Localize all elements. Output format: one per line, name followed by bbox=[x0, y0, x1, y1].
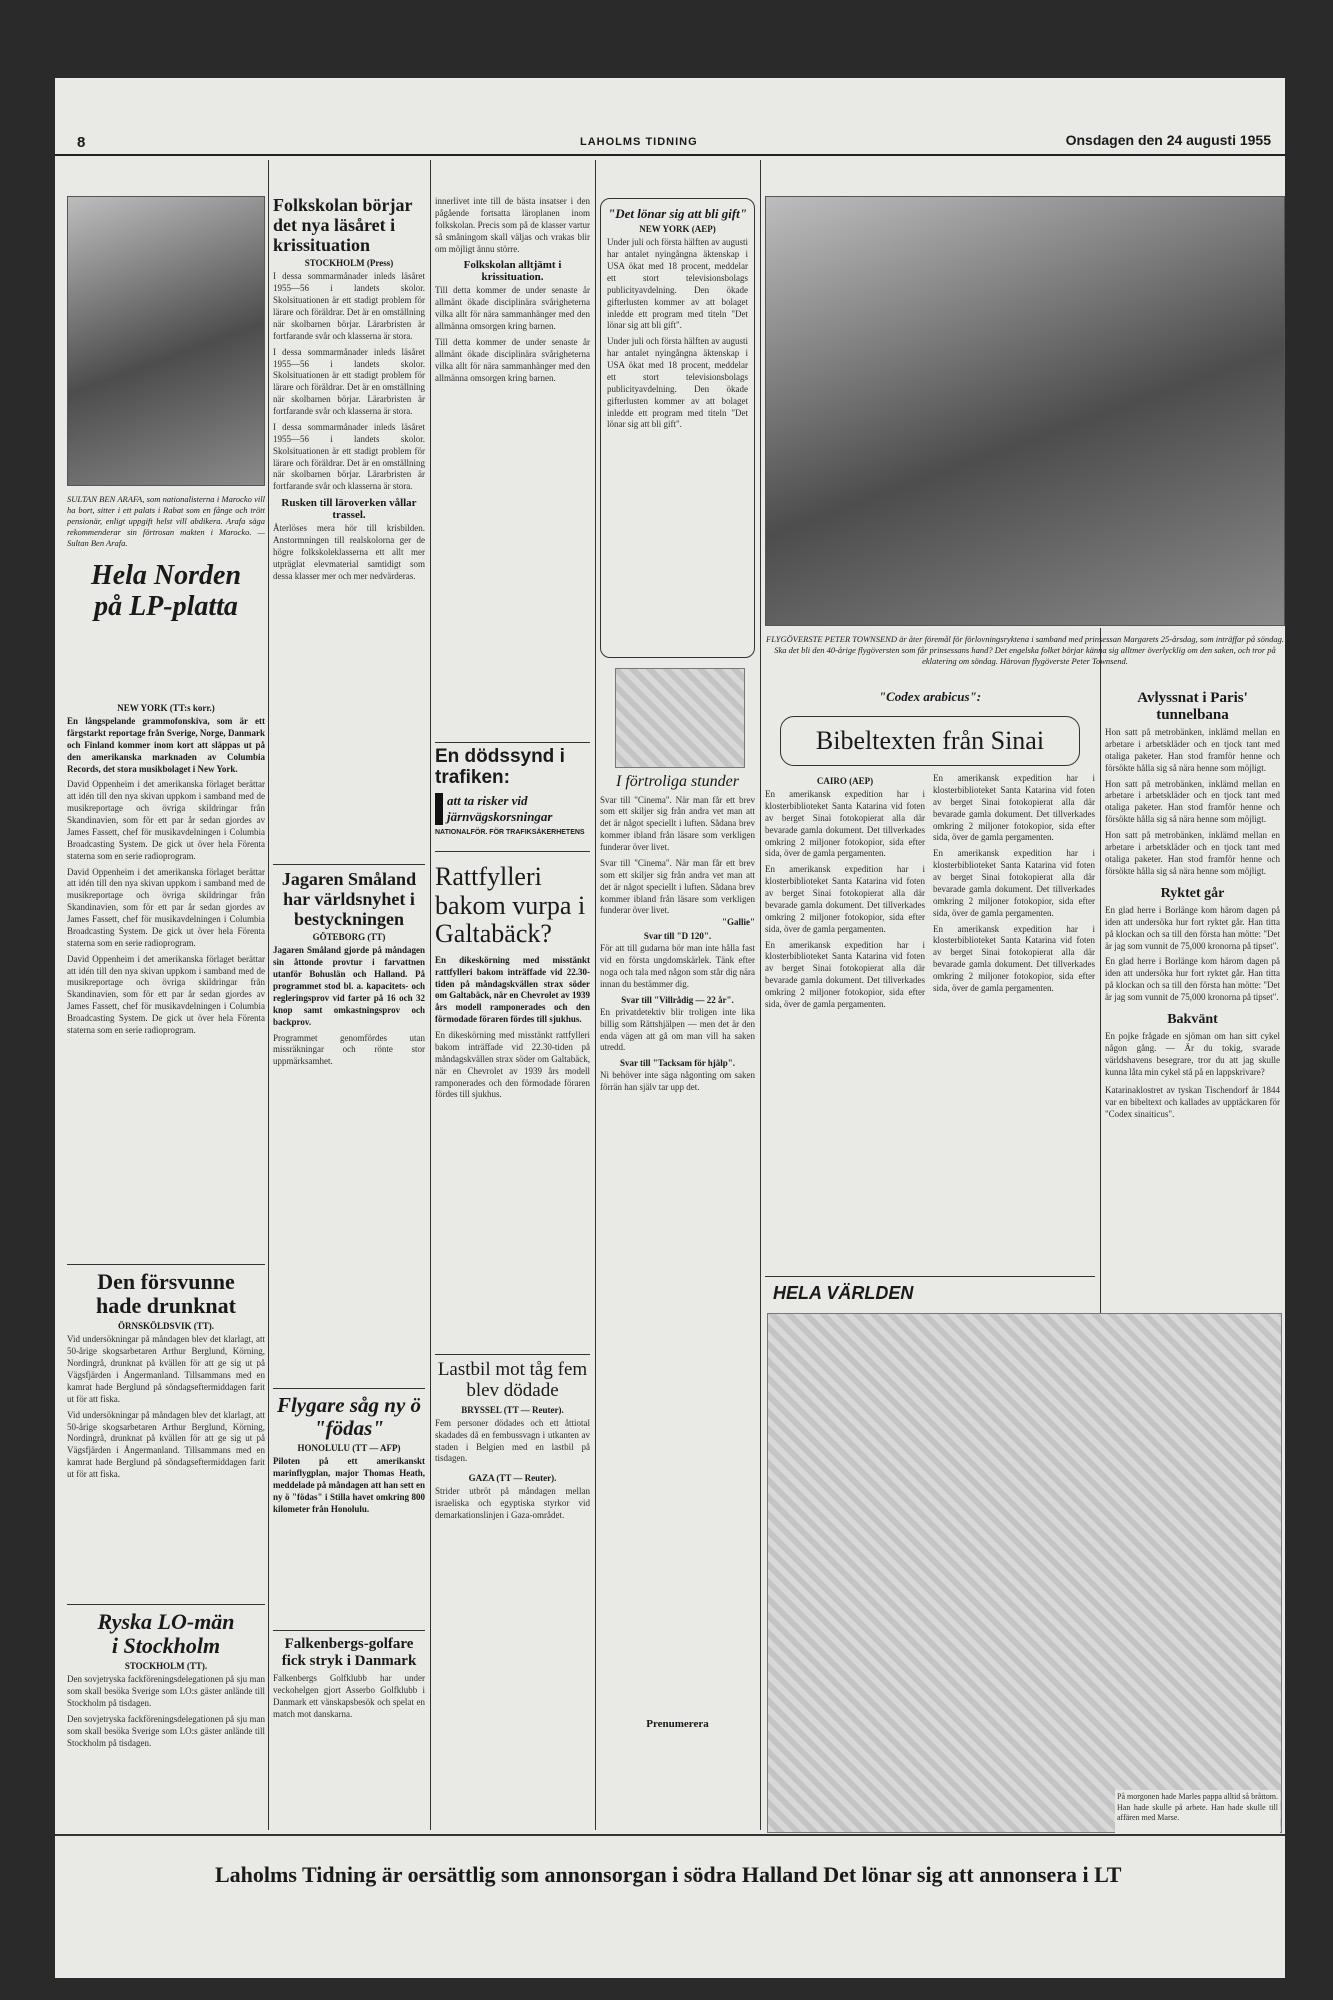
gift-headline: "Det lönar sig att bli gift" bbox=[607, 206, 748, 221]
col1-drunknat bbox=[67, 1270, 265, 1600]
sultan-photo bbox=[67, 196, 265, 486]
col2-folkskolan bbox=[273, 196, 425, 736]
rusken-subhead: Rusken till läroverken vållar trassel. bbox=[281, 497, 417, 522]
prenumerera-label: Prenumerera bbox=[646, 1718, 709, 1730]
drunknat-byline: ÖRNSKÖLDSVIK (TT). bbox=[117, 1321, 215, 1332]
townsend-caption-block bbox=[765, 630, 1285, 685]
jagaren-byline: GÖTEBORG (TT) bbox=[312, 932, 386, 943]
footer-rule bbox=[55, 1834, 1285, 1836]
column-rule bbox=[595, 160, 596, 1830]
ryska-headline-b: i Stockholm bbox=[111, 1633, 221, 1659]
col2-jagaren bbox=[273, 870, 425, 1260]
gift-body-cont: Under juli och första hälften av augusti har antalet nyingångna äktenskap i USA ökat med 18 procent, meddelar ett stort televisionsbolags publicityavdelning. Den ökade gifterlusten kommer av att bolaget inledde ett program med titeln "Det lönar sig att bli gift". bbox=[607, 336, 748, 430]
ryktet-headline: Ryktet går bbox=[1160, 885, 1225, 901]
comic-caption: På morgonen hade Marles pappa alltid så bråttom. Han hade skulle på arbete. Han hade skulle till affären med Marse. bbox=[1117, 1792, 1278, 1823]
krissituation-subhead: Folkskolan alltjämt i krissituation. bbox=[463, 259, 562, 284]
lastbil-headline: Lastbil mot tåg fem blev dödade bbox=[437, 1360, 588, 1401]
traffic-ad-headline: En dödssynd i trafiken: bbox=[435, 746, 565, 788]
col4-fortroliga bbox=[600, 773, 755, 1713]
column-rule bbox=[430, 160, 431, 1830]
col1-upper bbox=[67, 490, 265, 700]
rattfylleri-body: En dikeskörning med misstänkt rattfylleri bakom inträffade vid 22.30-tiden på måndagskvällen strax söder om Galtabäck, när en Chevrolet av 1939 års modell ramponerades och den förmodade föraren fördes till sjukhus. bbox=[435, 1030, 590, 1100]
sinai-headline: Bibeltexten från Sinai bbox=[815, 726, 1045, 755]
gaza-body: Strider utbröt på måndagen mellan israeliska och egyptiska styrkor vid demarkationslinjen i Gaza-området. bbox=[435, 1486, 590, 1521]
footer-text: Laholms Tidning är oersättlig som annonsorgan i södra Halland Det lönar sig att annonsera i LT bbox=[215, 1862, 1122, 1887]
article-rule bbox=[435, 1354, 590, 1355]
folkskolan-body: I dessa sommarmånader inleds läsåret 1955—56 i landets skolor. Skolsituationen är ett stadigt problem för lärare och föräldrar. Det är en omställning när skolbarnen börjar. Lärarbristen är fortfarande svår och klasserna är stora. bbox=[273, 271, 425, 341]
ryska-headline-a: Ryska LO-män bbox=[97, 1610, 235, 1634]
article-rule bbox=[273, 864, 425, 865]
paper-name: LAHOLMS TIDNING bbox=[580, 136, 698, 148]
norden-lead: En långspelande grammofonskiva, som är ett färgstarkt reportage från Sverige, Norge, Danmark och Finland kommer inom kort att släppas ut på den amerikanska marknaden av Columbia Records, det stora musikbolaget i New York. bbox=[67, 716, 265, 774]
norden-headline-a: Hela Norden bbox=[90, 560, 242, 592]
ryska-byline: STOCKHOLM (TT). bbox=[124, 1661, 208, 1672]
drunknat-body-cont: Vid undersökningar på måndagen blev det klarlagt, att 50-årige skogsarbetaren Arthur Berglund, Körning, Nordingrå, drunknat på kvällen för att ge sig ut på Vägsfjärden i Ångermanland. Tillsammans med en kamrat hade Berglund på söndagseftermiddagen farit ut för att fiska. bbox=[67, 1409, 265, 1479]
lastbil-byline: BRYSSEL (TT — Reuter). bbox=[461, 1404, 564, 1415]
comic-caption-block bbox=[1115, 1790, 1280, 1834]
d120-subhead: Svar till "D 120". bbox=[643, 931, 712, 942]
col1-norden-text bbox=[67, 700, 265, 1260]
traffic-ad bbox=[435, 742, 590, 852]
flygare-body: Piloten på ett amerikanskt marinflygplan, major Thomas Heath, meddelade på måndagen att han sett en ny ö "födas" i Stilla havet omkring 800 kilometer från Honolulu. bbox=[273, 1456, 425, 1514]
newspaper-page bbox=[55, 78, 1285, 1978]
sinai-headline-box bbox=[780, 716, 1080, 766]
article-rule bbox=[765, 1276, 1095, 1277]
sinai-body-cont3: En amerikansk expedition har i klosterbiblioteket Santa Katarina vid foten av berget Sinai fotokopierat alla där bevarade gamla dokument. Det tillverkades omkring 2 miljoner fotokopior, sida efter sida, över de gamla pergamenten. bbox=[933, 773, 1095, 843]
sinai-byline: CAIRO (AEP) bbox=[816, 776, 874, 786]
sultan-caption: SULTAN BEN ARAFA, som nationalisterna i Marocko vill ha bort, sitter i ett palats i Rabat som en fånge och trött pensionär, enligt uppgift helst vill abdikera. Arafa säga rekommenderar sin förtrosan makten i Marocko. — Sultan Ben Arafa. bbox=[67, 494, 265, 549]
sinai-body-cont5: En amerikansk expedition har i klosterbiblioteket Santa Katarina vid foten av berget Sinai fotokopierat alla där bevarade gamla dokument. Det tillverkades omkring 2 miljoner fotokopior, sida efter sida, över de gamla pergamenten. bbox=[933, 923, 1095, 993]
col3-top bbox=[435, 196, 590, 736]
masthead bbox=[55, 128, 1285, 156]
flygare-headline: Flygare såg ny ö "födas" bbox=[276, 1394, 422, 1441]
folkskolan-byline: STOCKHOLM (Press) bbox=[304, 258, 394, 269]
ryktet-body-cont: En glad herre i Borlänge kom härom dagen på iden att undersöka hur fort ryktet går. Han titta på klockan och sa till den första han mötte: "Det är jag som vunnit de 75,000 kronorna på tipset". bbox=[1105, 956, 1280, 1003]
gallie-signature: "Gallie" bbox=[722, 917, 755, 928]
bakvant-body2: Katarinaklostret av tyskan Tischendorf år 1844 var en bibeltext och kallades av upptäckaren för "Codex sinaiticus". bbox=[1105, 1084, 1280, 1119]
villradig-body: En privatdetektiv blir troligen inte lika billig som Rättshjälpen — men det är den enda vägen att gå om man vill ha saken utredd. bbox=[600, 1006, 755, 1053]
article-rule bbox=[273, 1630, 425, 1631]
article-rule bbox=[67, 1604, 265, 1605]
gaza-byline: GAZA (TT — Reuter). bbox=[468, 1473, 557, 1484]
krissituation-body: Till detta kommer de under senaste år allmänt ökade disciplinära svårigheterna vilka allt för nära sammanhänger med den allmänna omsorgen kring barnen. bbox=[435, 285, 590, 331]
ryska-body-cont: Den sovjetryska fackföreningsdelegationen på sju man som skall besöka Sverige som LO:s gäster anlände till Stockholm på tisdagen. bbox=[67, 1714, 265, 1748]
folkskolan-headline: Folkskolan börjar det nya läsåret i krissituation bbox=[273, 196, 413, 255]
drunknat-headline-b: hade drunknat bbox=[95, 1293, 236, 1319]
col3-lastbil bbox=[435, 1360, 590, 1825]
col3-rattfylleri bbox=[435, 863, 590, 1348]
jagaren-body: Programmet genomfördes utan missräkningar och rönte stor uppmärksamhet. bbox=[273, 1032, 425, 1067]
column-rule bbox=[760, 160, 761, 1830]
rusken-body: Återlöses mera hör till krisbilden. Anstormningen till realskolorna ger de högre folkskoleklasserna ett allt mer utpräglat elevmaterial samtidigt som dessa klasser mer och mer nedvärderas. bbox=[273, 523, 425, 581]
paris-body-cont: Hon satt på metrobänken, inklämd mellan en arbetare i arbetskläder och en tjock tant med otaliga paketer. Han stod framför henne och försökte hålla sig så nära henne som möjligt. bbox=[1105, 778, 1280, 825]
falkenberg-body: Falkenbergs Golfklubb har under veckohelgen gjort Asserbo Golfklubb i Danmark ett vänskapsbesök och spelat en match mot danskarna. bbox=[273, 1673, 425, 1719]
folkskolan-body-cont: I dessa sommarmånader inleds läsåret 1955—56 i landets skolor. Skolsituationen är ett stadigt problem för lärare och föräldrar. Det är en omställning när skolbarnen börjar. Lärarbristen är fortfarande svår och klasserna är stora. bbox=[273, 346, 425, 417]
sinai-body: En amerikansk expedition har i klosterbiblioteket Santa Katarina vid foten av berget Sinai fotokopierat alla där bevarade gamla dokument. Det tillverkades omkring 2 miljoner fotokopior, sida efter sida, över de gamla pergamenten. bbox=[765, 789, 925, 859]
paris-headline: Avlyssnat i Paris' tunnelbana bbox=[1137, 690, 1248, 723]
col6 bbox=[1105, 690, 1280, 1290]
folkskolan-body-cont2: I dessa sommarmånader inleds läsåret 1955—56 i landets skolor. Skolsituationen är ett stadigt problem för lärare och föräldrar. Det är en omställning när skolbarnen börjar. Lärarbristen är fortfarande svår och klasserna är stora. bbox=[273, 421, 425, 492]
norden-byline: NEW YORK (TT:s korr.) bbox=[117, 703, 215, 713]
jagaren-headline: Jagaren Småland har världsnyhet i bestyckningen bbox=[281, 870, 417, 929]
ryska-body: Den sovjetryska fackföreningsdelegationen på sju man som skall besöka Sverige som LO:s gäster anlände till Stockholm på tisdagen. bbox=[67, 1674, 265, 1709]
col2-falkenberg bbox=[273, 1636, 425, 1826]
sinai-body-cont2: En amerikansk expedition har i klosterbiblioteket Santa Katarina vid foten av berget Sinai fotokopierat alla där bevarade gamla dokument. Det tillverkades omkring 2 miljoner fotokopior, sida efter sida, över de gamla pergamenten. bbox=[765, 939, 925, 1009]
paris-body: Hon satt på metrobänken, inklämd mellan en arbetare i arbetskläder och en tjock tant med otaliga paketer. Han stod framför henne och försökte hålla sig så nära henne som möjligt. bbox=[1105, 727, 1280, 773]
townsend-caption: FLYGÖVERSTE PETER TOWNSEND är åter föremål för förlovningsryktena i samband med prinsessan Margarets 25-årsdag, som inträffar på söndag. Ska det bli den 40-årige flygöversten som får prinsessans hand? Det engelska folket börjar känna sig alltmer överlycklig om den saken, och tror på eklatering om söndag. Härovan flygöverste Peter Townsend. bbox=[766, 634, 1284, 667]
col5-codex-b bbox=[933, 773, 1095, 1268]
sinai-body-cont: En amerikansk expedition har i klosterbiblioteket Santa Katarina vid foten av berget Sinai fotokopierat alla där bevarade gamla dokument. Det tillverkades omkring 2 miljoner fotokopior, sida efter sida, över de gamla pergamenten. bbox=[765, 864, 925, 934]
fortroliga-headline: I förtroliga stunder bbox=[616, 773, 739, 790]
col1-ryska bbox=[67, 1610, 265, 1825]
traffic-ad-tagline: att ta risker vid järnvägskorsningar bbox=[435, 793, 590, 825]
article-rule bbox=[273, 1388, 425, 1389]
tacksam-body: Ni behöver inte säga någonting om saken förrän han själv tar upp det. bbox=[600, 1070, 755, 1093]
article-rule bbox=[67, 1264, 265, 1265]
fortroliga-body: Svar till "Cinema". När man får ett brev som ett skiljer sig från andra vet man att det är något speciellt i luften. Sådana brev kommer ibland från läsare som verkligen funderar över livet. bbox=[600, 794, 755, 853]
dateline: Onsdagen den 24 augusti 1955 bbox=[1065, 132, 1271, 148]
bakvant-body: En pojke frågade en sjöman om han sitt cykel någon gång. — Är du tokig, svarade världshavens besegrare, tror du att jag skulle kunna låta min cykel stå på en lappskrivare? bbox=[1105, 1031, 1280, 1077]
gift-box bbox=[600, 198, 755, 658]
norden-body: David Oppenheim i det amerikanska förlaget berättar att idén till den nya skivan uppkom i samband med de musikreportage och övriga skildringar från Skandinavien, som för ett par år sedan gjordes av James Fassett, chef för musikavdelningen i Columbia Broadcasting System. De gick ut över hela Förenta staterna som en serie radioprogram. bbox=[67, 779, 265, 861]
falkenberg-headline: Falkenbergs-golfare fick stryk i Danmark bbox=[281, 1636, 417, 1669]
traffic-ad-sponsor: NATIONALFÖR. FÖR TRAFIKSÄKERHETENS bbox=[435, 828, 585, 836]
krissituation-body-cont: Till detta kommer de under senaste år allmänt ökade disciplinära svårigheterna vilka allt för nära sammanhänger med den allmänna omsorgen kring barnen. bbox=[435, 336, 590, 383]
norden-body-cont2: David Oppenheim i det amerikanska förlaget berättar att idén till den nya skivan uppkom i samband med de musikreportage och övriga skildringar från Skandinavien, som för ett par år sedan gjordes av James Fassett, chef för musikavdelningen i Columbia Broadcasting System. De gick ut över hela Förenta staterna som en serie radioprogram. bbox=[67, 953, 265, 1035]
page-number: 8 bbox=[77, 134, 86, 151]
footer-banner bbox=[55, 1838, 1285, 1908]
drunknat-body: Vid undersökningar på måndagen blev det klarlagt, att 50-årige skogsarbetaren Arthur Berglund, Körning, Nordingrå, drunknat på kvällen för att ge sig ut på Vägsfjärden i Ångermanland. Tillsammans med en kamrat hade Berglund på söndagseftermiddagen farit ut för att fiska. bbox=[67, 1334, 265, 1404]
comic-title: HELA VÄRLDEN bbox=[773, 1283, 914, 1303]
d120-body: För att till gudarna bör man inte hålla fast vid en första ungdomskärlek. Tänk efter noga och tala med någon som står dig nära innan du bestämmer dig. bbox=[600, 943, 755, 989]
comic-strip bbox=[767, 1313, 1282, 1833]
lastbil-body: Fem personer dödades och ett åttiotal skadades då en fembussvagn i utkanten av staden i Belgien med en lastbil på tisdagen. bbox=[435, 1417, 590, 1464]
bakvant-headline: Bakvänt bbox=[1167, 1011, 1218, 1027]
norden-body-cont: David Oppenheim i det amerikanska förlaget berättar att idén till den nya skivan uppkom i samband med de musikreportage och övriga skildringar från Skandinavien, som för ett par år sedan gjordes av James Fassett, chef för musikavdelningen i Columbia Broadcasting System. De gick ut över hela Förenta staterna som en serie radioprogram. bbox=[67, 866, 265, 948]
rattfylleri-headline: Rattfylleri bakom vurpa i Galtabäck? bbox=[435, 863, 586, 949]
sinai-body-cont4: En amerikansk expedition har i klosterbiblioteket Santa Katarina vid foten av berget Sinai fotokopierat alla där bevarade gamla dokument. Det tillverkades omkring 2 miljoner fotokopior, sida efter sida, över de gamla pergamenten. bbox=[933, 848, 1095, 918]
woman-illustration bbox=[615, 668, 745, 768]
gift-byline: NEW YORK (AEP) bbox=[639, 224, 716, 235]
gift-body: Under juli och första hälften av augusti har antalet nyingångna äktenskap i USA ökat med 18 procent, meddelar ett stort televisionsbolags publicityavdelning. Den ökade gifterlusten kommer av att bolaget inledde ett program med titeln "Det lönar sig att bli gift". bbox=[607, 237, 748, 331]
fortroliga-body-cont: Svar till "Cinema". När man får ett brev som ett skiljer sig från andra vet man att det är något speciellt i luften. Sådana brev kommer ibland från läsare som verkligen funderar över livet. bbox=[600, 857, 755, 916]
col2-flygare bbox=[273, 1394, 425, 1624]
col5-codex-a bbox=[765, 773, 925, 1268]
column-rule bbox=[268, 160, 269, 1830]
rattfylleri-lead: En dikeskörning med misstänkt rattfylleri bakom inträffade vid 22.30-tiden på måndagskvällen strax söder om Galtabäck, när en Chevrolet av 1939 års modell ramponerades och den förmodade föraren fördes till sjukhus. bbox=[435, 954, 590, 1025]
drunknat-headline-a: Den försvunne bbox=[97, 1270, 235, 1294]
folkskolan-cont: innerlivet inte till de bästa insatser i den pågående fortsatta läroplanen inom folkskolan. Precis som på de klasser vartur så småningom skall väljas och vrakas blir om möjligt ännu större. bbox=[435, 196, 590, 254]
jagaren-lead: Jagaren Småland gjorde på måndagen sin åttonde provtur i farvattnen utanför Bohuslän och Halland. På programmet stod bl. a. kapacitets- och regleringsprov vid farter på 16 och 32 knop samt omkastningsprov och backprov. bbox=[273, 945, 425, 1027]
townsend-photo bbox=[765, 196, 1285, 626]
prenumerera-block bbox=[600, 1718, 755, 1748]
codex-kicker: "Codex arabicus": bbox=[878, 690, 982, 704]
ryktet-body: En glad herre i Borlänge kom härom dagen på iden att undersöka hur fort ryktet går. Han titta på klockan och sa till den första han mötte: "Det är jag som vunnit de 75,000 kronorna på tipset". bbox=[1105, 904, 1280, 951]
villradig-subhead: Svar till "Villrådig — 22 år". bbox=[621, 994, 734, 1005]
tacksam-subhead: Svar till "Tacksam för hjälp". bbox=[619, 1058, 736, 1069]
paris-body-cont2: Hon satt på metrobänken, inklämd mellan en arbetare i arbetskläder och en tjock tant med otaliga paketer. Han stod framför henne och försökte hålla sig så nära henne som möjligt. bbox=[1105, 830, 1280, 876]
norden-headline-b: på LP-platta bbox=[94, 591, 238, 623]
flygare-byline: HONOLULU (TT — AFP) bbox=[297, 1443, 401, 1454]
